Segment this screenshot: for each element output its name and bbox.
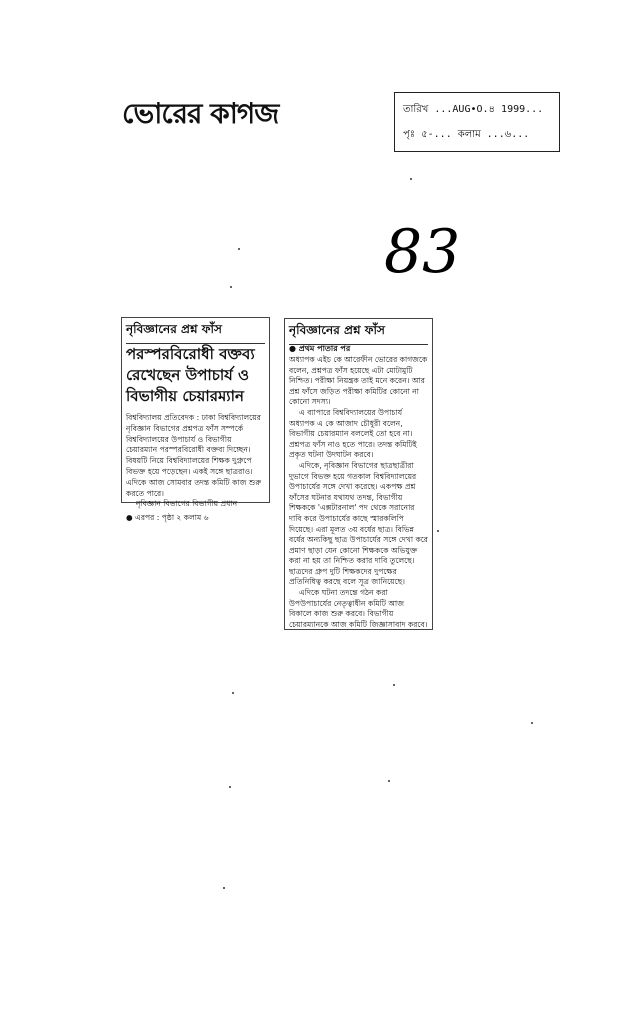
- body-paragraph: বিশ্ববিদ্যালয় প্রতিবেদক : ঢাকা বিশ্ববিদ্যালয়ের নৃবিজ্ঞান বিভাগের প্রশ্নপত্র ফাঁস সম্পর্কে বিশ্ববিদ্যালয়ের উপাচার্য ও বিভাগীয় চেয়ারম্যান পরস্পরবিরোধী বক্তব্য দিচ্ছেন। বিষয়টি নিয়ে বিশ্ববিদ্যালয়ের শিক্ষক দুগ্রুপে বিভক্ত হয়ে পড়েছেন। একই সঙ্গে ছাত্ররাও। এদিকে আজ সোমবার তদন্ত কমিটি কাজ শুরু করতে পারে।: [126, 413, 262, 498]
- clipping-kicker: নৃবিজ্ঞানের প্রশ্ন ফাঁস: [289, 322, 428, 345]
- body-paragraph: এ ব্যাপারে বিশ্ববিদ্যালয়ের উপাচার্য অধ্যাপক এ কে আজাদ চৌধুরী বলেন, বিভাগীয় চেয়ারম্যান বললেই তো হবে না। প্রশ্নপত্র ফাঁস নাও হতে পারে। তদন্ত কমিটিই প্রকৃত ঘটনা উদঘাটন করবে।: [289, 407, 417, 460]
- scan-speck: [238, 248, 240, 250]
- scan-speck: [410, 178, 412, 180]
- body-paragraph: নৃবিজ্ঞান বিভাগের বিভাগীয় প্রধান: [136, 499, 238, 509]
- clipping-body: [126, 413, 265, 524]
- news-clipping-continuation: [284, 318, 433, 630]
- scan-speck: [232, 692, 234, 694]
- scan-speck: [388, 780, 390, 782]
- scan-speck: [230, 286, 232, 288]
- clipping-kicker: নৃবিজ্ঞানের প্রশ্ন ফাঁস: [126, 321, 265, 344]
- scan-speck: [393, 684, 395, 686]
- scan-speck: [223, 887, 225, 889]
- continuation-note: ● এরপর : পৃষ্ঠা ২ কলাম ৬: [126, 513, 209, 523]
- news-clipping-front: [121, 317, 270, 523]
- stamp-page-column-line: পৃঃ ৫-... কলাম ...৬...: [403, 129, 530, 140]
- continued-from-label: ● প্রথম পাতার পর: [289, 344, 351, 353]
- archive-date-stamp: [394, 92, 560, 152]
- handwritten-page-number: 83: [384, 217, 461, 287]
- clipping-headline: পরস্পরবিরোধী বক্তব্য রেখেছেন উপাচার্য ও বিভাগীয় চেয়ারম্যান: [126, 345, 255, 405]
- newspaper-masthead: ভোরের কাগজ: [122, 97, 279, 130]
- body-paragraph: অধ্যাপক এইচ কে আরেফীন ভোরের কাগজকে বলেন, প্রশ্নপত্র ফাঁস হয়েছে এটা মোটামুটি নিশ্চিত। পরীক্ষা নিয়ন্ত্রক তাই মনে করেন। আর প্রশ্ন ফাঁসে জড়িত পরীক্ষা কমিটির কোনো না কোনো সদস্য।: [289, 355, 428, 407]
- scan-speck: [531, 722, 533, 724]
- body-paragraph: এদিকে ঘটনা তদন্তে গঠন করা উপউপাচার্যের নেতৃত্বাধীন কমিটি আজ বিকালে কাজ শুরু করবে। বিভাগীয় চেয়ারম্যানকে আজ কমিটি জিজ্ঞাসাবাদ করবে।: [289, 588, 428, 629]
- scan-speck: [229, 786, 231, 788]
- scan-speck: [437, 530, 439, 532]
- body-paragraph: এদিকে, নৃবিজ্ঞান বিভাগের ছাত্রছাত্রীরা দুভাগে বিভক্ত হয়ে গতকাল বিশ্ববিদ্যালয়ের উপাচার্যের সঙ্গে দেখা করেছে। একপক্ষ প্রশ্ন ফাঁসের ঘটনার যথাযথ তদন্ত, বিভাগীয় শিক্ষককে 'এক্সটারনাল' পদ থেকে সরানোর দাবি করে উপাচার্যের কাছে স্মারকলিপি দিয়েছে। এরা মূলত ৩য় বর্ষের ছাত্র। বিভিন্ন বর্ষের অন্যকিছু ছাত্র উপাচার্যের সঙ্গে দেখা করে প্রমাণ ছাড়া যেন কোনো শিক্ষককে অভিযুক্ত করা না হয় তা নিশ্চিত করার দাবি তুলেছে। ছাত্রদের গ্রুপ দুটি শিক্ষকদের দুপক্ষের প্রতিনিধিত্ব করছে বলে সূত্র জানিয়েছে।: [289, 460, 428, 587]
- stamp-date-line: তারিখ ...AUG•O.৪ 1999...: [403, 104, 544, 115]
- clipping-body: [289, 355, 428, 630]
